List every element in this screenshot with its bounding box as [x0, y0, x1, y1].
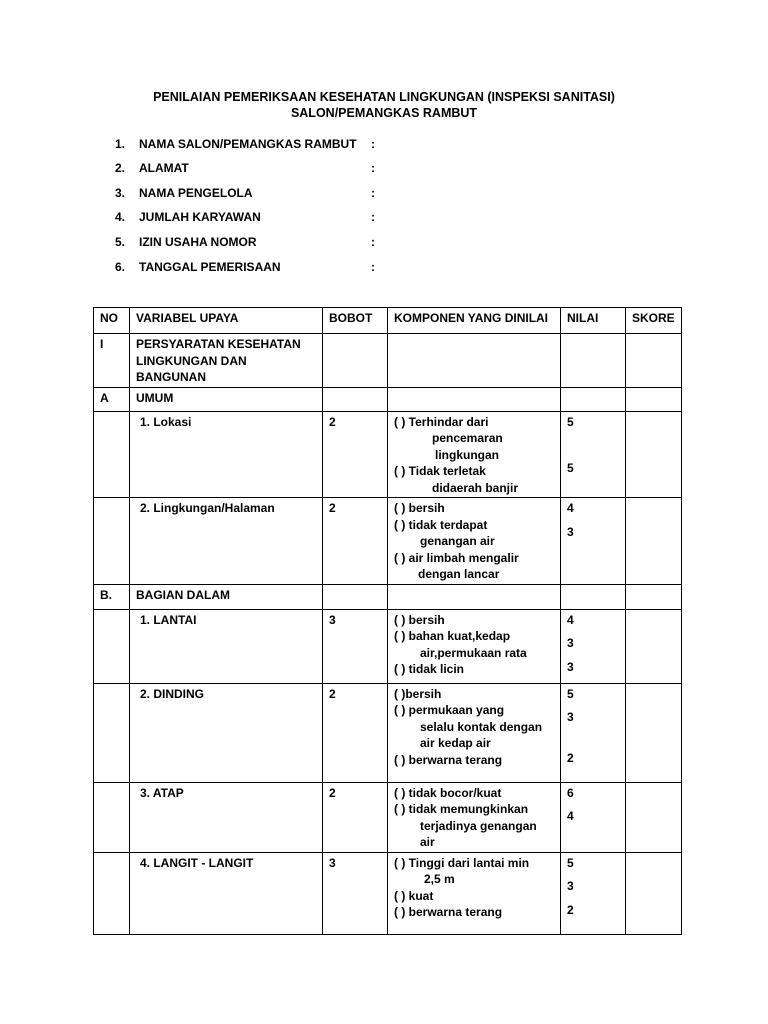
- table-row-langit: [94, 852, 682, 934]
- field-number: 4.: [115, 210, 126, 224]
- cell-komponen: [388, 782, 561, 852]
- komponen-line: genangan air: [420, 534, 495, 548]
- col-header-skore: SKORE: [626, 308, 682, 334]
- cell-komponen: [388, 387, 561, 411]
- komponen-line: ( ) Tinggi dari lantai min: [394, 855, 530, 870]
- cell-variabel: 1. Lokasi: [130, 411, 323, 498]
- cell-no: [94, 609, 130, 683]
- variabel-line: BANGUNAN: [136, 370, 206, 384]
- cell-variabel: 3. ATAP: [130, 782, 323, 852]
- cell-nilai: [561, 609, 626, 683]
- cell-no: [94, 852, 130, 934]
- komponen-line: ( ) kuat: [394, 888, 434, 903]
- cell-no: [94, 411, 130, 498]
- komponen-line: lingkungan: [435, 447, 499, 462]
- nilai-value: 2: [567, 750, 574, 765]
- cell-bobot: [323, 334, 388, 388]
- field-label: TANGGAL PEMERISAAN: [139, 260, 281, 274]
- cell-bobot: 2: [323, 411, 388, 498]
- cell-komponen: [388, 498, 561, 585]
- komponen-line: ( ) tidak bocor/kuat: [394, 785, 502, 800]
- komponen-line: ( ) permukaan yang: [394, 703, 505, 717]
- komponen-line: ( ) tidak licin: [394, 662, 465, 676]
- cell-nilai: [561, 334, 626, 388]
- nilai-value: 5: [567, 686, 574, 701]
- komponen-line: ( ) bahan kuat,kedap: [394, 629, 511, 643]
- table-row-lokasi: [94, 411, 682, 498]
- cell-variabel: 1. LANTAI: [130, 609, 323, 683]
- cell-komponen: [388, 334, 561, 388]
- cell-nilai: [561, 387, 626, 411]
- cell-no: I: [94, 334, 130, 388]
- cell-variabel: 4. LANGIT - LANGIT: [130, 852, 323, 934]
- nilai-value: 4: [567, 809, 574, 823]
- komponen-line: ( )bersih: [394, 686, 442, 701]
- komponen-line: ( ) tidak terdapat: [394, 517, 488, 532]
- cell-nilai: [561, 498, 626, 585]
- cell-bobot: 2: [323, 683, 388, 782]
- cell-komponen: [388, 852, 561, 934]
- section-row-i: [94, 334, 682, 388]
- komponen-line: selalu kontak dengan: [420, 719, 543, 734]
- komponen-line: ( ) air limbah mengalir: [394, 550, 519, 565]
- cell-bobot: 3: [323, 609, 388, 683]
- field-number: 2.: [115, 161, 126, 175]
- col-header-nilai: NILAI: [561, 308, 626, 334]
- nilai-value: 3: [567, 659, 574, 674]
- cell-skore: [626, 683, 682, 782]
- nilai-value: 2: [567, 902, 574, 917]
- cell-variabel: [130, 334, 323, 388]
- cell-skore: [626, 498, 682, 585]
- field-label: ALAMAT: [139, 161, 189, 175]
- cell-komponen: [388, 609, 561, 683]
- cell-skore: [626, 852, 682, 934]
- cell-nilai: [561, 584, 626, 609]
- cell-bobot: 3: [323, 852, 388, 934]
- komponen-line: 2,5 m: [424, 872, 455, 886]
- table-row-atap: [94, 782, 682, 852]
- field-number: 3.: [115, 186, 126, 200]
- nilai-value: 5: [567, 461, 574, 475]
- komponen-line: didaerah banjir: [432, 480, 519, 495]
- cell-no: A: [94, 387, 130, 411]
- cell-bobot: 2: [323, 782, 388, 852]
- komponen-line: ( ) Tidak terletak: [394, 464, 486, 478]
- field-label: NAMA PENGELOLA: [139, 186, 253, 200]
- cell-skore: [626, 411, 682, 498]
- field-number: 6.: [115, 260, 126, 274]
- komponen-line: ( ) tidak memungkinkan: [394, 802, 529, 816]
- cell-no: B.: [94, 584, 130, 609]
- col-header-variabel: VARIABEL UPAYA: [130, 308, 323, 334]
- field-label: NAMA SALON/PEMANGKAS RAMBUT: [139, 137, 357, 151]
- cell-komponen: [388, 411, 561, 498]
- cell-variabel: 2. DINDING: [130, 683, 323, 782]
- variabel-line: LINGKUNGAN DAN: [136, 353, 247, 368]
- cell-skore: [626, 334, 682, 388]
- field-colon: :: [371, 137, 375, 151]
- field-colon: :: [371, 210, 375, 224]
- komponen-line: dengan lancar: [418, 567, 500, 581]
- assessment-table: [93, 307, 682, 935]
- col-header-bobot: BOBOT: [323, 308, 388, 334]
- field-colon: :: [371, 235, 375, 249]
- komponen-line: air kedap air: [420, 736, 491, 750]
- cell-nilai: [561, 683, 626, 782]
- cell-komponen: [388, 683, 561, 782]
- nilai-value: 6: [567, 785, 574, 800]
- komponen-line: ( ) berwarna terang: [394, 752, 503, 767]
- cell-skore: [626, 387, 682, 411]
- nilai-value: 3: [567, 710, 574, 724]
- cell-skore: [626, 584, 682, 609]
- cell-variabel: BAGIAN DALAM: [130, 584, 323, 609]
- nilai-value: 5: [567, 414, 574, 429]
- col-header-komponen: KOMPONEN YANG DINILAI: [388, 308, 561, 334]
- komponen-line: air,permukaan rata: [420, 645, 527, 660]
- nilai-value: 4: [567, 501, 574, 515]
- field-label: JUMLAH KARYAWAN: [139, 210, 261, 224]
- form-subtitle: SALON/PEMANGKAS RAMBUT: [290, 106, 478, 120]
- cell-nilai: [561, 782, 626, 852]
- section-row-a: [94, 387, 682, 411]
- table-row-dinding: [94, 683, 682, 782]
- cell-variabel: 2. Lingkungan/Halaman: [130, 498, 323, 585]
- cell-nilai: [561, 852, 626, 934]
- nilai-value: 3: [567, 879, 574, 893]
- komponen-line: terjadinya genangan: [420, 818, 537, 833]
- nilai-value: 5: [567, 855, 574, 870]
- cell-bobot: [323, 584, 388, 609]
- field-number: 5.: [115, 235, 126, 249]
- komponen-line: air: [420, 835, 435, 849]
- cell-skore: [626, 609, 682, 683]
- field-colon: :: [371, 186, 375, 200]
- field-label: IZIN USAHA NOMOR: [139, 235, 257, 249]
- komponen-line: ( ) bersih: [394, 612, 445, 627]
- cell-nilai: [561, 411, 626, 498]
- komponen-line: ( ) berwarna terang: [394, 905, 503, 919]
- cell-no: [94, 782, 130, 852]
- komponen-line: ( ) Terhindar dari: [394, 414, 489, 429]
- col-header-no: NO: [94, 308, 130, 334]
- cell-bobot: 2: [323, 498, 388, 585]
- nilai-value: 3: [567, 524, 574, 539]
- cell-no: [94, 498, 130, 585]
- field-colon: :: [371, 260, 375, 274]
- cell-skore: [626, 782, 682, 852]
- cell-komponen: [388, 584, 561, 609]
- komponen-line: pencemaran: [432, 431, 503, 445]
- cell-bobot: [323, 387, 388, 411]
- form-title: PENILAIAN PEMERIKSAAN KESEHATAN LINGKUNGAN (INSPEKSI SANITASI): [153, 90, 615, 104]
- field-number: 1.: [115, 137, 126, 151]
- table-row-halaman: [94, 498, 682, 585]
- cell-no: [94, 683, 130, 782]
- nilai-value: 4: [567, 612, 574, 627]
- nilai-value: 3: [567, 636, 574, 650]
- table-header-row: [94, 308, 682, 334]
- variabel-line: PERSYARATAN KESEHATAN: [136, 337, 301, 351]
- table-row-lantai: [94, 609, 682, 683]
- section-row-b: [94, 584, 682, 609]
- field-colon: :: [371, 161, 375, 175]
- cell-variabel: UMUM: [130, 387, 323, 411]
- komponen-line: ( ) bersih: [394, 501, 445, 515]
